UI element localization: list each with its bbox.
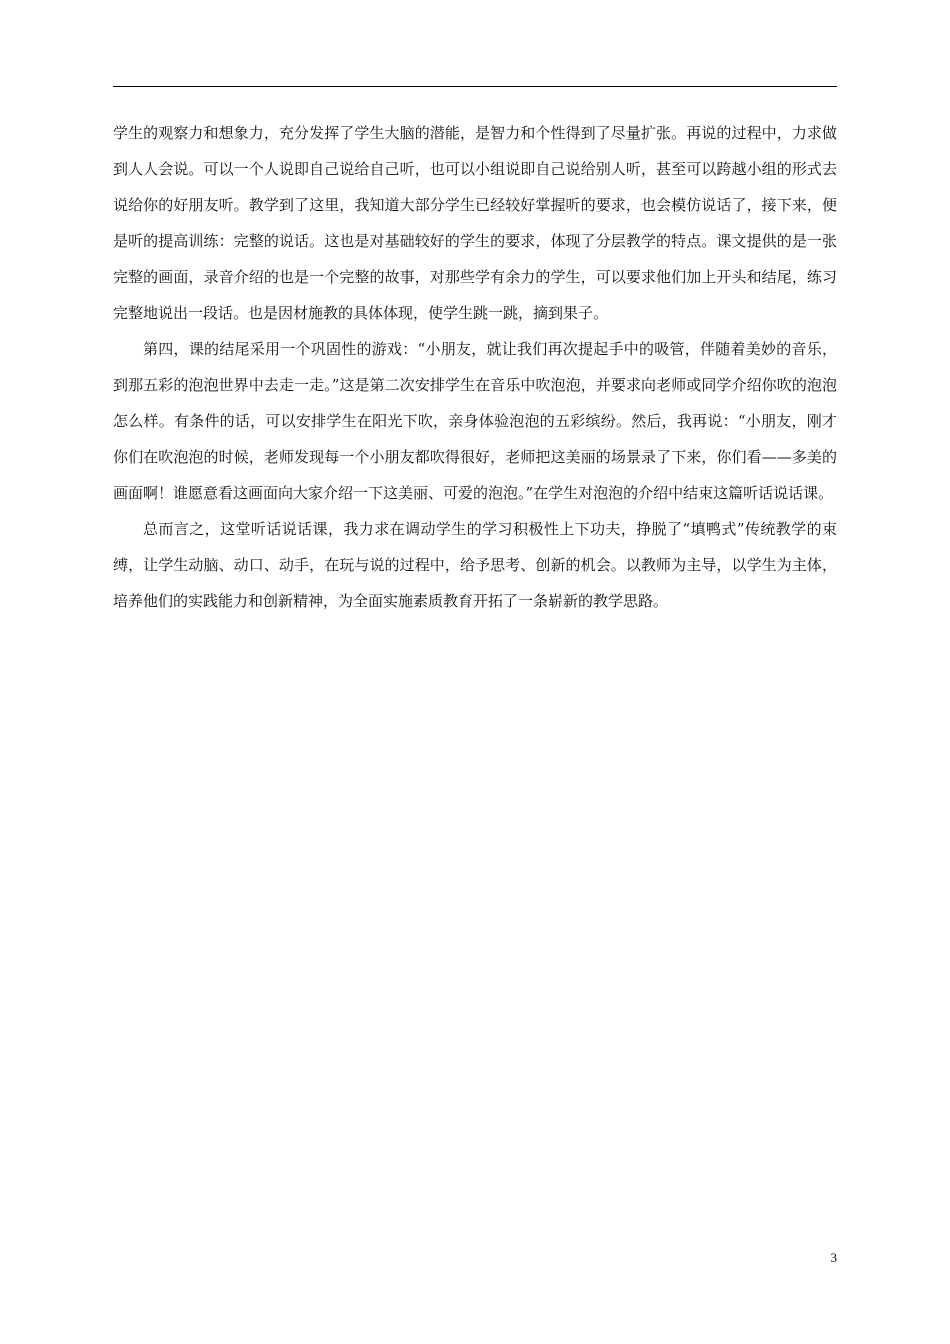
page-number: 3 (830, 1250, 837, 1265)
paragraph-conclusion: 总而言之，这堂听话说话课，我力求在调动学生的学习积极性上下功夫，挣脱了“填鸭式”传统教学的束缚，让学生动脑、动口、动手，在玩与说的过程中，给予思考、创新的机会。以教师为主导，以学生为主体，培养他们的实践能力和创新精神，为全面实施素质教育开拓了一条崭新的教学思路。 (113, 520, 837, 610)
header-rule (113, 86, 837, 87)
paragraph-continuation: 学生的观察力和想象力，充分发挥了学生大脑的潜能，是智力和个性得到了尽量扩张。再说的过程中，力求做到人人会说。可以一个人说即自己说给自己听，也可以小组说即自己说给别人听，甚至可以跨越小组的形式去说给你的好朋友听。教学到了这里，我知道大部分学生已经较好掌握听的要求，也会模仿说话了，接下来，便是听的提高训练：完整的说话。这也是对基础较好的学生的要求，体现了分层教学的特点。课文提供的是一张完整的画面，录音介绍的也是一个完整的故事，对那些学有余力的学生，可以要求他们加上开头和结尾，练习完整地说出一段话。也是因材施教的具体体现，使学生跳一跳，摘到果子。 (113, 124, 837, 322)
paragraph-fourth-point: 第四，课的结尾采用一个巩固性的游戏：“小朋友，就让我们再次提起手中的吸管，伴随着美妙的音乐，到那五彩的泡泡世界中去走一走。”这是第二次安排学生在音乐中吹泡泡，并要求向老师或同学介绍你吹的泡泡怎么样。有条件的话，可以安排学生在阳光下吹，亲身体验泡泡的五彩缤纷。然后，我再说：“小朋友，刚才你们在吹泡泡的时候，老师发现每一个小朋友都吹得很好，老师把这美丽的场景录了下来，你们看——多美的画面啊！谁愿意看这画面向大家介绍一下这美丽、可爱的泡泡。”在学生对泡泡的介绍中结束这篇听话说话课。 (113, 340, 837, 502)
document-body (113, 115, 837, 619)
